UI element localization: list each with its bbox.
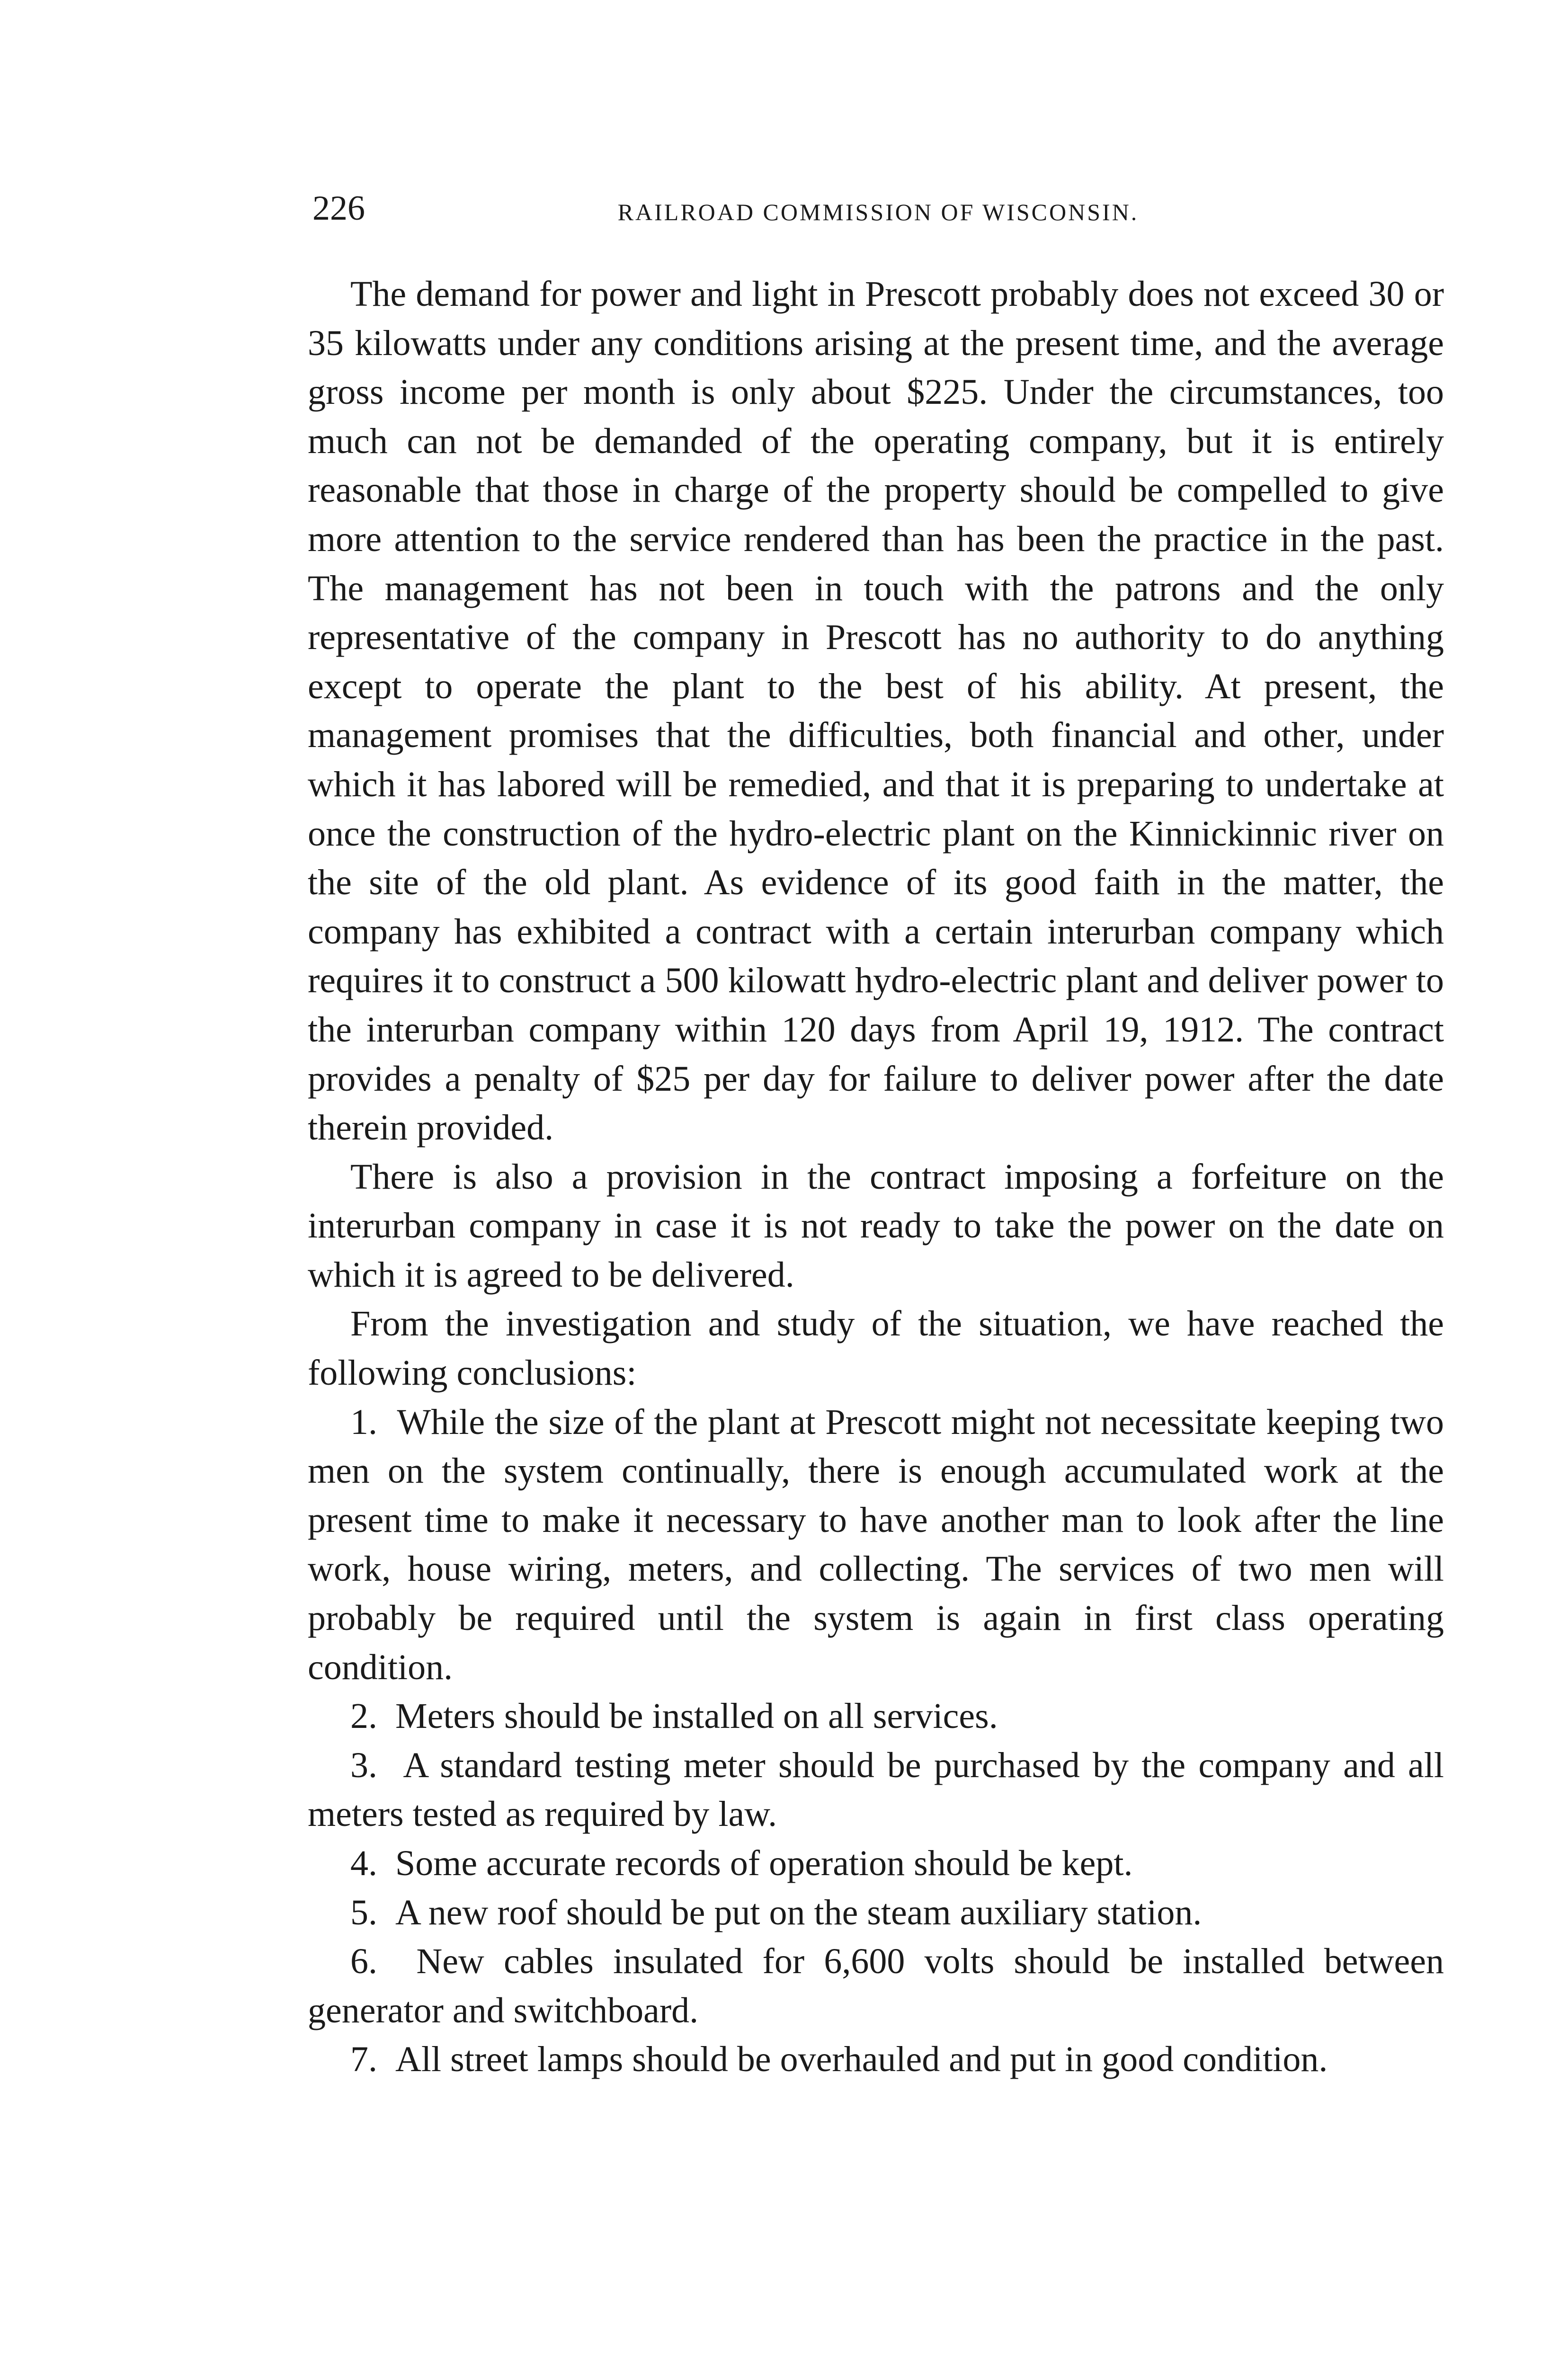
conclusion-item bbox=[308, 1937, 1444, 2035]
conclusion-text: Some accurate records of operation should be kept. bbox=[395, 1843, 1133, 1883]
conclusion-text: While the size of the plant at Prescott might not necessitate keeping two men on the system continually, there is enough accumulated work at the present time to make it necessary to have another man to look after the line work, house wiring, meters, and collecting. The services of two men will probably be required until the system is again in first class operating condition. bbox=[308, 1402, 1444, 1687]
conclusion-item bbox=[308, 1839, 1444, 1888]
page-number: 226 bbox=[312, 189, 365, 228]
conclusion-number: 4. bbox=[350, 1843, 377, 1883]
conclusion-number: 3. bbox=[350, 1745, 377, 1785]
body-text bbox=[308, 270, 1444, 2084]
paragraph: The demand for power and light in Prescott probably does not exceed 30 or 35 kilowatts under any conditions arising at the present time, and the average gross income per month is only about $225. Under the circumstances, too much can not be demanded of the operating company, but it is entirely reasonable that those in charge of the property should be compelled to give more attention to the service rendered than has been the practice in the past. The management has not been in touch with the patrons and the only representative of the company in Prescott has no authority to do anything except to operate the plant to the best of his ability. At present, the management promises that the difficulties, both financial and other, under which it has labored will be remedied, and that it is preparing to undertake at once the construction of the hydro-electric plant on the Kinnickinnic river on the site of the old plant. As evidence of its good faith in the matter, the company has exhibited a contract with a certain interurban company which requires it to construct a 500 kilowatt hydro-electric plant and deliver power to the interurban company within 120 days from April 19, 1912. The contract provides a penalty of $25 per day for failure to deliver power after the date therein provided. bbox=[308, 274, 1444, 1148]
conclusion-number: 2. bbox=[350, 1696, 377, 1736]
conclusion-text: Meters should be installed on all services. bbox=[395, 1696, 998, 1736]
conclusion-number: 1. bbox=[350, 1402, 377, 1442]
conclusion-number: 7. bbox=[350, 2039, 377, 2080]
conclusion-item bbox=[308, 1741, 1444, 1839]
conclusion-number: 6. bbox=[350, 1941, 377, 1982]
paragraph: There is also a provision in the contract imposing a forfeiture on the interurban company in case it is not ready to take the power on the date on which it is agreed to be delivered. bbox=[308, 1157, 1444, 1295]
running-title: RAILROAD COMMISSION OF WISCONSIN. bbox=[617, 199, 1139, 225]
conclusion-text: New cables insulated for 6,600 volts should be installed between generator and switchboard. bbox=[308, 1941, 1444, 2030]
conclusion-text: All street lamps should be overhauled and put in good condition. bbox=[395, 2039, 1328, 2080]
conclusion-item bbox=[308, 2035, 1444, 2084]
conclusion-item bbox=[308, 1398, 1444, 1692]
conclusion-text: A new roof should be put on the steam auxiliary station. bbox=[395, 1892, 1202, 1932]
page-header bbox=[312, 185, 1444, 241]
conclusion-item bbox=[308, 1888, 1444, 1938]
conclusion-item bbox=[308, 1692, 1444, 1741]
conclusion-text: A standard testing meter should be purchased by the company and all meters tested as required by law. bbox=[308, 1745, 1444, 1834]
paragraph: From the investigation and study of the situation, we have reached the following conclusions: bbox=[308, 1304, 1444, 1393]
conclusion-number: 5. bbox=[350, 1892, 377, 1932]
